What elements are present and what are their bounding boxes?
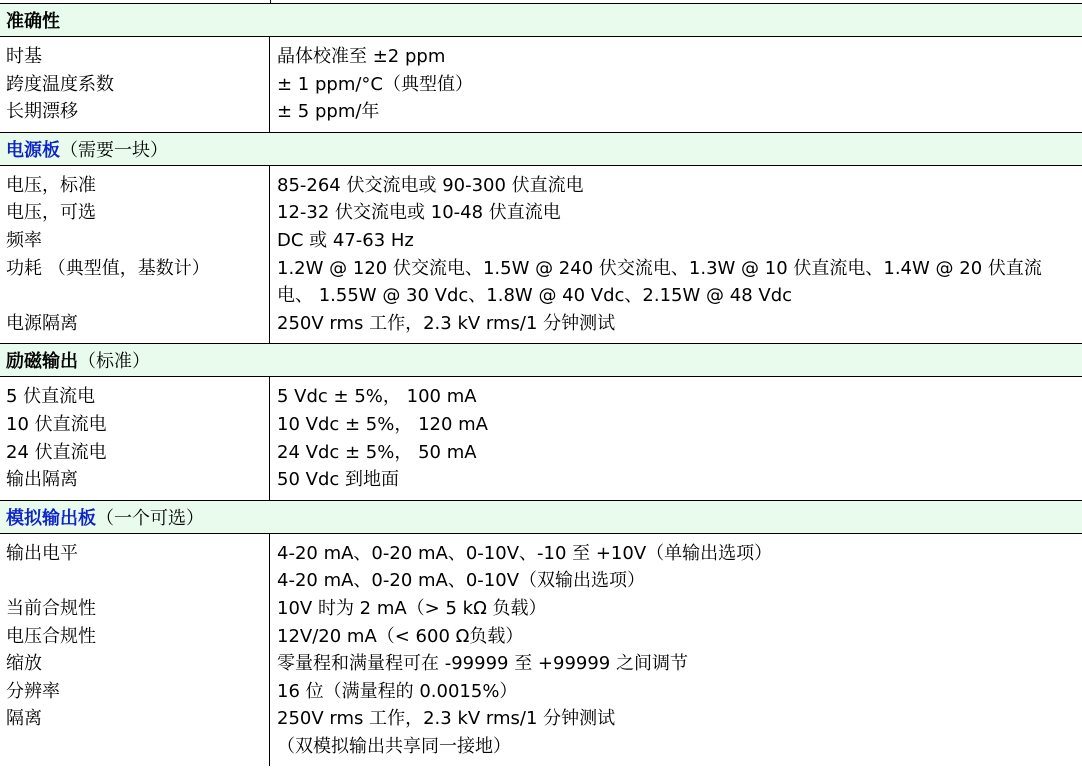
section-suffix: （标准） bbox=[78, 351, 150, 373]
spec-value: 零量程和满量程可在 -99999 至 +99999 之间调节 bbox=[277, 653, 688, 675]
spec-label: 跨度温度系数 bbox=[6, 73, 114, 95]
spec-value: 16 位（满量程的 0.0015%） bbox=[277, 680, 518, 702]
spec-label: 频率 bbox=[6, 229, 42, 251]
section-suffix: （需要一块） bbox=[60, 139, 168, 161]
section-title: 电源板 bbox=[6, 139, 60, 161]
spec-label: 10 伏直流电 bbox=[6, 413, 107, 435]
section-body-accuracy bbox=[0, 37, 1082, 132]
spec-label: 电压，标准 bbox=[6, 174, 96, 196]
section-header-analog-output-board bbox=[0, 500, 1082, 534]
spec-value: 4-20 mA、0-20 mA、0-10V（双输出选项） bbox=[277, 570, 646, 592]
spec-label: 隔离 bbox=[6, 708, 42, 730]
value-column bbox=[270, 534, 1082, 767]
spec-value: 50 Vdc 到地面 bbox=[277, 469, 399, 491]
section-title: 模拟输出板 bbox=[6, 507, 96, 529]
section-header-excitation-output bbox=[0, 343, 1082, 377]
table-top-stub bbox=[0, 0, 1082, 3]
section-title: 励磁输出 bbox=[6, 351, 78, 373]
spec-label: 输出电平 bbox=[6, 542, 78, 564]
spec-value: 10 Vdc ± 5%， 120 mA bbox=[277, 413, 488, 435]
spec-value: ± 1 ppm/°C（典型值） bbox=[277, 73, 473, 95]
section-body-power-board bbox=[0, 166, 1082, 344]
spec-label: 5 伏直流电 bbox=[6, 386, 96, 408]
spec-value: ± 5 ppm/年 bbox=[277, 101, 380, 123]
spec-label: 24 伏直流电 bbox=[6, 441, 107, 463]
spec-label: 电源隔离 bbox=[6, 312, 78, 334]
value-column bbox=[270, 377, 1082, 499]
spec-label: 长期漂移 bbox=[6, 101, 78, 123]
spec-value: 1.2W @ 120 伏交流电、1.5W @ 240 伏交流电、1.3W @ 10 伏直流电、1.4W @ 20 伏直流电、 1.55W @ 30 Vdc、1.8W @ 40 Vdc、2.15W @ 48 Vdc bbox=[277, 257, 1042, 307]
section-header-power-board bbox=[0, 132, 1082, 166]
section-suffix: （一个可选） bbox=[96, 507, 204, 529]
spec-label: 电压合规性 bbox=[6, 625, 96, 647]
value-column bbox=[270, 37, 1082, 132]
section-body-analog-output-board bbox=[0, 534, 1082, 767]
spec-value: 24 Vdc ± 5%， 50 mA bbox=[277, 441, 477, 463]
spec-value: （双模拟输出共享同一接地） bbox=[277, 735, 511, 757]
section-body-excitation-output bbox=[0, 377, 1082, 499]
spec-value: 85-264 伏交流电或 90-300 伏直流电 bbox=[277, 174, 584, 196]
label-column bbox=[0, 534, 270, 767]
label-column bbox=[0, 377, 270, 499]
spec-value: 10V 时为 2 mA（> 5 kΩ 负载） bbox=[277, 597, 547, 619]
spec-value: 250V rms 工作，2.3 kV rms/1 分钟测试 bbox=[277, 708, 616, 730]
spec-value: 4-20 mA、0-20 mA、0-10V、-10 至 +10V（单输出选项） bbox=[277, 542, 773, 564]
spec-value: 12V/20 mA（< 600 Ω负载） bbox=[277, 625, 524, 647]
spec-value: 5 Vdc ± 5%， 100 mA bbox=[277, 386, 477, 408]
spec-value: 250V rms 工作，2.3 kV rms/1 分钟测试 bbox=[277, 312, 616, 334]
spec-label: 输出隔离 bbox=[6, 469, 78, 491]
spec-value: 12-32 伏交流电或 10-48 伏直流电 bbox=[277, 202, 561, 224]
spec-label-spacer bbox=[6, 282, 269, 310]
spec-label: 分辨率 bbox=[6, 680, 60, 702]
value-column bbox=[270, 166, 1082, 344]
section-title: 准确性 bbox=[6, 11, 60, 32]
label-column bbox=[0, 37, 270, 132]
section-header-accuracy bbox=[0, 3, 1082, 37]
spec-label bbox=[6, 733, 269, 761]
spec-label: 电压，可选 bbox=[6, 202, 96, 224]
label-column bbox=[0, 166, 270, 344]
spec-label bbox=[6, 567, 269, 595]
spec-label: 时基 bbox=[6, 46, 42, 67]
spec-label: 当前合规性 bbox=[6, 597, 96, 619]
spec-label: 缩放 bbox=[6, 653, 42, 675]
spec-label: 功耗 （典型值，基数计） bbox=[6, 257, 210, 279]
spec-value: 晶体校准至 ±2 ppm bbox=[277, 46, 446, 67]
spec-value: DC 或 47-63 Hz bbox=[277, 229, 414, 251]
